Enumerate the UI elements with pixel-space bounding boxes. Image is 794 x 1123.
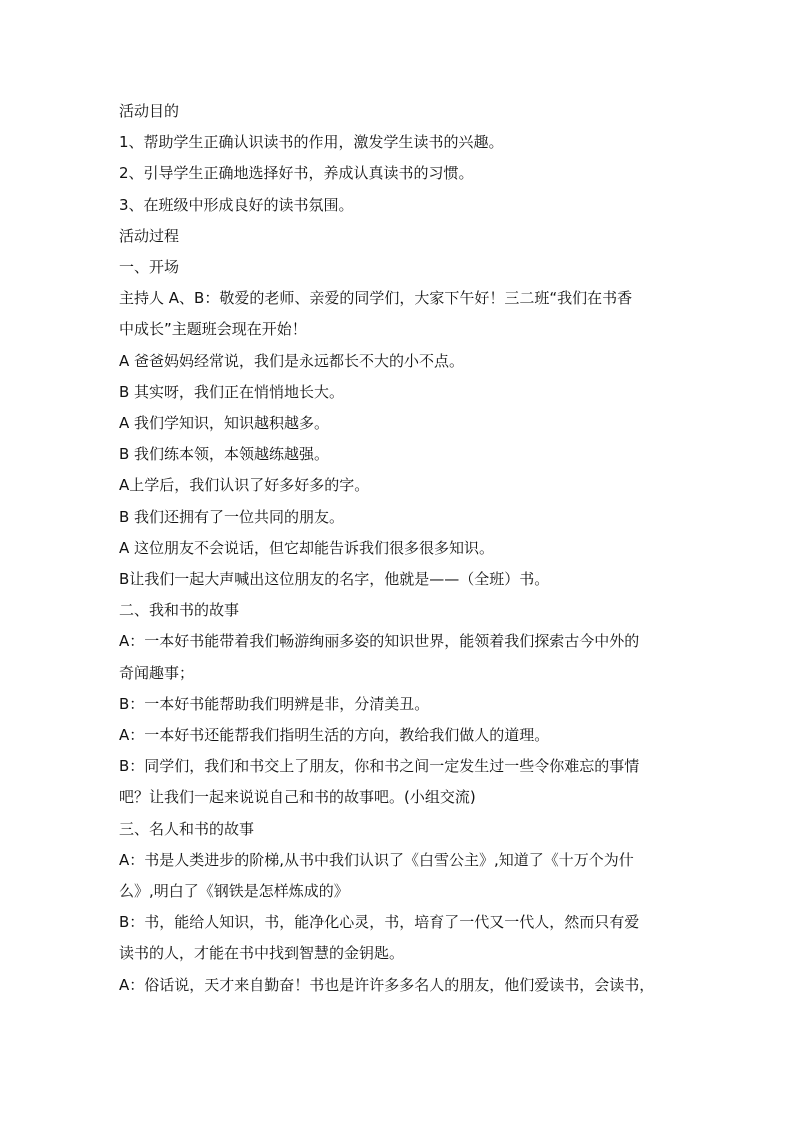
dialogue-line: 奇闻趣事； (119, 663, 195, 682)
dialogue-line: A：一本好书还能帮我们指明生活的方向，教给我们做人的道理。 (119, 726, 550, 745)
heading-activity-purpose: 活动目的 (119, 102, 180, 120)
dialogue-line: A：俗话说，天才来自勤奋！书也是许许多多名人的朋友，他们爱读书，会读书， (119, 975, 655, 994)
dialogue-line: A 我们学知识，知识越积越多。 (119, 414, 330, 433)
document-body (119, 96, 679, 1001)
dialogue-line: A：书是人类进步的阶梯,从书中我们认识了《白雪公主》,知道了《十万个为什 (119, 850, 634, 869)
dialogue-line: A 这位朋友不会说话，但它却能告诉我们很多很多知识。 (119, 538, 495, 557)
dialogue-line: B 其实呀，我们正在悄悄地长大。 (119, 382, 345, 401)
purpose-item-3: 3、在班级中形成良好的读书氛围。 (119, 195, 354, 214)
dialogue-line: A：一本好书能带着我们畅游绚丽多姿的知识世界，能领着我们探索古今中外的 (119, 632, 640, 651)
dialogue-line: B让我们一起大声喊出这位朋友的名字，他就是——（全班）书。 (119, 570, 550, 589)
section-heading-famous-people: 三、名人和书的故事 (119, 819, 255, 838)
dialogue-line: 读书的人，才能在书中找到智慧的金钥匙。 (119, 944, 405, 963)
purpose-item-2: 2、引导学生正确地选择好书，养成认真读书的习惯。 (119, 164, 474, 183)
dialogue-line: B：同学们，我们和书交上了朋友，你和书之间一定发生过一些令你难忘的事情 (119, 757, 640, 776)
dialogue-line: A 爸爸妈妈经常说，我们是永远都长不大的小不点。 (119, 351, 465, 370)
dialogue-line: B 我们练本领，本领越练越强。 (119, 445, 330, 464)
paragraph-line: 主持人 A、B：敬爱的老师、亲爱的同学们，大家下午好！三二班“我们在书香 (119, 289, 633, 308)
dialogue-line: A上学后，我们认识了好多好多的字。 (119, 476, 370, 495)
dialogue-line: 吧？让我们一起来说说自己和书的故事吧。(小组交流) (119, 788, 476, 807)
section-heading-me-and-books: 二、我和书的故事 (119, 601, 240, 620)
heading-activity-process: 活动过程 (119, 226, 180, 245)
purpose-item-1: 1、帮助学生正确认识读书的作用，激发学生读书的兴趣。 (119, 133, 504, 152)
dialogue-line: B 我们还拥有了一位共同的朋友。 (119, 507, 345, 526)
dialogue-line: B：书，能给人知识，书，能净化心灵，书，培育了一代又一代人，然而只有爱 (119, 913, 640, 932)
paragraph-line: 中成长”主题班会现在开始！ (119, 320, 307, 339)
dialogue-line: 么》,明白了《钢铁是怎样炼成的》 (119, 882, 349, 901)
dialogue-line: B：一本好书能帮助我们明辨是非，分清美丑。 (119, 694, 430, 713)
section-heading-opening: 一、开场 (119, 258, 180, 277)
